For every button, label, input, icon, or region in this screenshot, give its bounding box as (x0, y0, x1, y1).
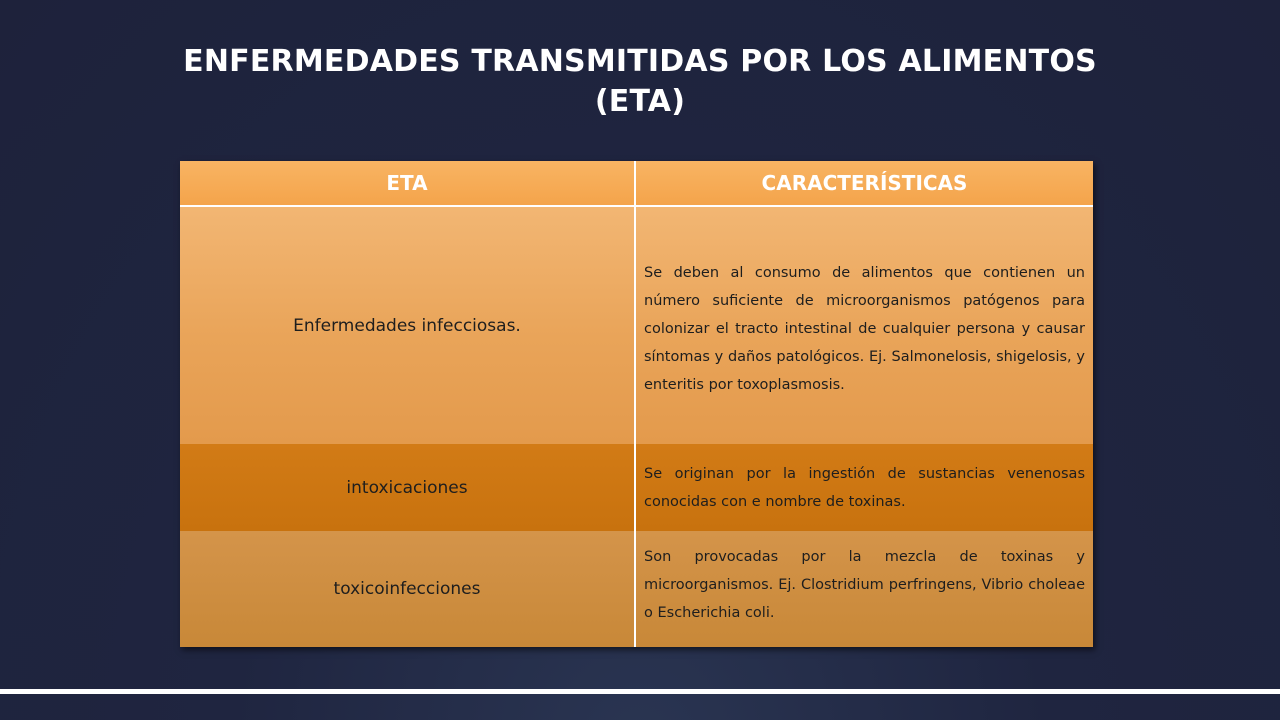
caracteristicas-text: Se deben al consumo de alimentos que contienen un número suficiente de microorganismos patógenos para colonizar el tracto intestinal de cualquier persona y causar síntomas y daños patológicos. Ej. Salmonelosis, shigelosis, y enteritis por toxoplasmosis. (644, 264, 1085, 393)
caracteristicas-cell (636, 207, 1093, 444)
eta-table (180, 161, 1093, 647)
header-caracteristicas: CARACTERÍSTICAS (761, 171, 968, 195)
eta-label: intoxicaciones (346, 477, 468, 498)
table-row (180, 531, 1093, 647)
table-header-row (180, 161, 1093, 207)
eta-cell (180, 444, 636, 531)
eta-label: toxicoinfecciones (333, 579, 481, 599)
caracteristicas-cell (636, 531, 1093, 647)
eta-cell (180, 207, 636, 444)
eta-label: Enfermedades infecciosas. (293, 315, 521, 336)
bottom-divider (0, 689, 1280, 694)
caracteristicas-text: Se originan por la ingestión de sustancias venenosas conocidas con e nombre de toxinas. (644, 465, 1085, 510)
caracteristicas-cell (636, 444, 1093, 531)
caracteristicas-text: Son provocadas por la mezcla de toxinas y microorganismos. Ej. Clostridium perfringens, Vibrio choleae o Escherichia coli. (644, 549, 1085, 621)
slide-title: ENFERMEDADES TRANSMITIDAS POR LOS ALIMENTOS (ETA) (183, 44, 1097, 119)
table-row (180, 207, 1093, 444)
header-eta: ETA (180, 161, 636, 205)
table-row (180, 444, 1093, 531)
eta-cell (180, 531, 636, 647)
